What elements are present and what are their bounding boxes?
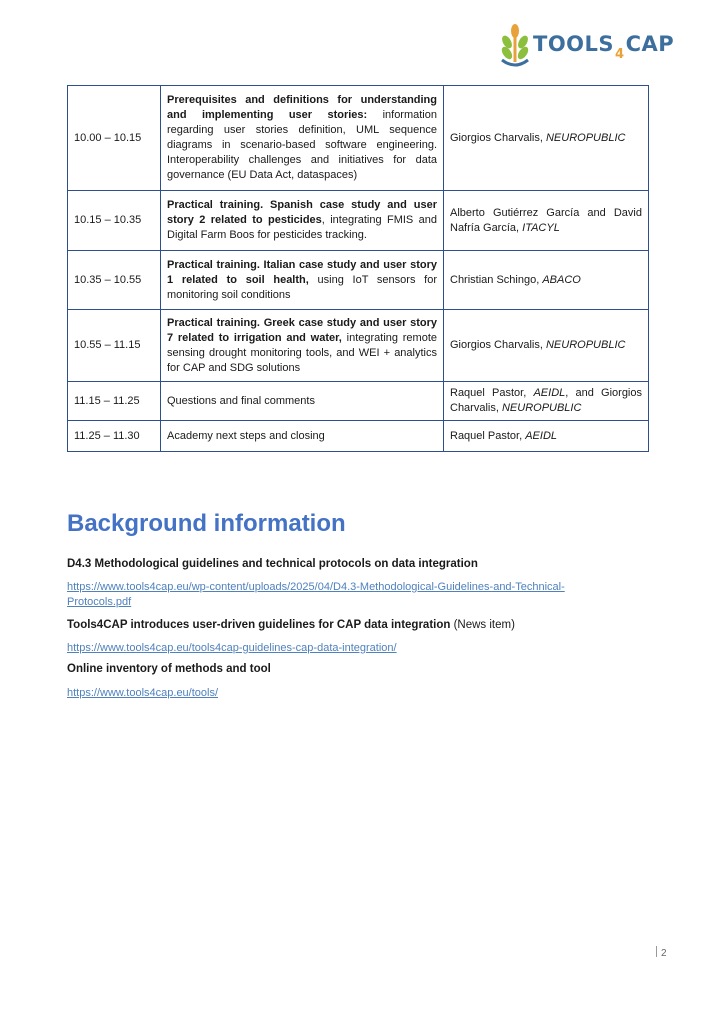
session-speaker [444,86,649,191]
speaker-name: , and Giorgios Charvalis, [450,387,642,414]
session-description [161,251,444,310]
session-details: Questions and final comments [167,394,315,407]
background-heading: Background information [67,510,346,537]
agenda-row [68,86,649,191]
session-speaker [444,251,649,310]
speaker-name: Raquel Pastor, [450,429,526,442]
agenda-row [68,191,649,251]
session-description [161,310,444,382]
session-title: Prerequisites and definitions for understanding and implementing user stories: [167,94,437,121]
session-title: Practical training. Greek case study and user story 7 related to irrigation and water, [167,316,437,344]
logo-wordmark: $TOOLS_4CAP$ [533,32,675,62]
speaker-name: Giorgios Charvalis, [450,131,546,144]
agenda-row [68,251,649,310]
agenda-row [68,421,649,452]
session-details: using IoT sensors for monitoring soil conditions [167,273,437,301]
session-title: Practical training. Spanish case study and user story 2 related to pesticides [167,199,437,226]
session-time: 10.00 – 10.15 [68,86,161,191]
speaker-organisation: NEUROPUBLIC [545,131,626,144]
agenda-row [68,310,649,382]
speaker-name: Alberto Gutiérrez García and David Nafría García, [450,206,642,234]
session-speaker [444,191,649,251]
session-description [161,191,444,251]
session-details: , integrating FMIS and Digital Farm Boos for pesticides tracking. [167,214,437,241]
speaker-organisation: NEUROPUBLIC [545,339,626,351]
speaker-organisation: AEIDL [533,387,566,399]
resource-link-1[interactable]: https://www.tools4cap.eu/wp-content/uploads/2025/04/D4.3-Methodological-Guidelines-and-Technical-Protocols.pdf [67,581,565,608]
session-time: 11.25 – 11.30 [68,421,161,452]
session-details: information regarding user stories definition, UML sequence diagrams in scenario-based software engineering. Interoperability challenges and initiatives for data governance (EU Data Act, dataspaces) [167,109,437,181]
resource-title-3: Online inventory of methods and tool [67,663,271,675]
session-title: Practical training. Italian case study and user story 1 related to soil health, [167,258,437,286]
session-description [161,86,444,191]
session-details: Academy next steps and closing [167,429,325,442]
speaker-name: Raquel Pastor, [450,387,534,399]
session-speaker [444,310,649,382]
session-description [161,421,444,452]
agenda-table [67,85,649,452]
speaker-organisation: ITACYL [522,221,560,234]
resource-title-2: Tools4CAP introduces user-driven guidelines for CAP data integration (News item) [67,619,515,631]
speaker-organisation: NEUROPUBLIC [501,402,582,414]
resource-link-2[interactable]: https://www.tools4cap.eu/tools4cap-guidelines-cap-data-integration/ [67,642,397,654]
resource-title-1: D4.3 Methodological guidelines and technical protocols on data integration [67,558,478,570]
session-description [161,382,444,421]
speaker-name: Giorgios Charvalis, [450,339,546,351]
speaker-organisation: AEIDL [525,429,558,442]
session-speaker [444,382,649,421]
session-time: 10.15 – 10.35 [68,191,161,251]
session-details: integrating remote sensing drought monitoring tools, and WEI + analytics for CAP and SDG solutions [167,331,438,374]
speaker-name: Christian Schingo, [450,273,543,286]
sprout-icon [498,22,532,70]
session-time: 10.55 – 11.15 [68,310,161,382]
session-speaker [444,421,649,452]
resource-link-3[interactable]: https://www.tools4cap.eu/tools/ [67,687,219,699]
agenda-row [68,382,649,421]
session-time: 11.15 – 11.25 [68,382,161,421]
session-time: 10.35 – 10.55 [68,251,161,310]
page-number: 2 [656,946,667,959]
speaker-organisation: ABACO [542,273,581,286]
